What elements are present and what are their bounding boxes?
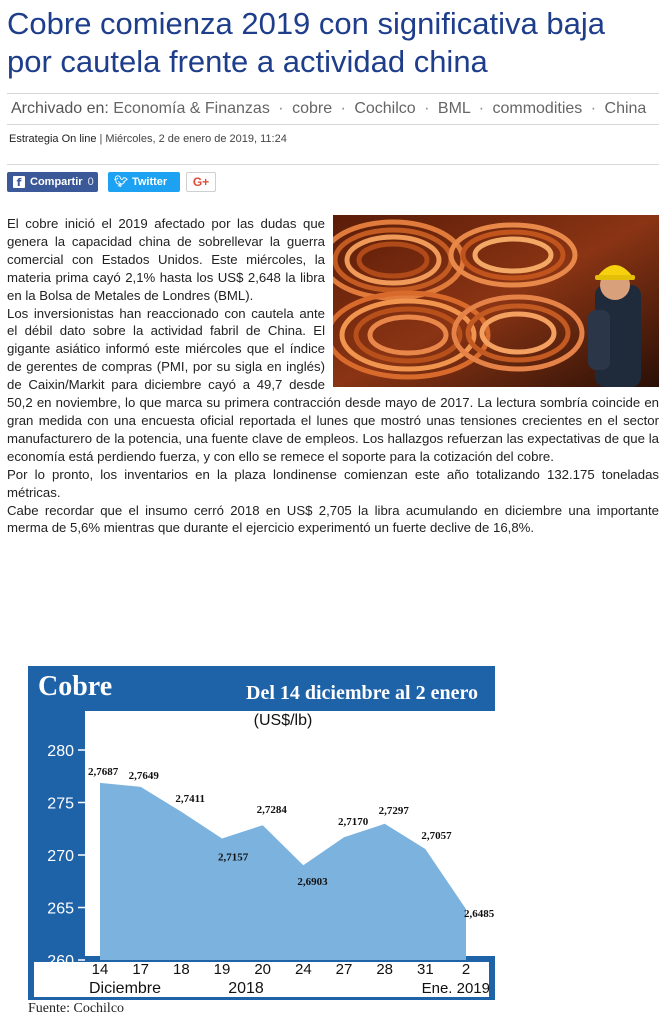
chart-data-label: 2,7687 (88, 765, 119, 778)
paragraph: Cabe recordar que el insumo cerró 2018 en US$ 2,705 la libra acumulando en diciembre una importante merma de 5,6% mientras que durante el ejercicio experimentó un fuerte declive de 16,8%. (7, 502, 659, 536)
chart-x-tick-label: 27 (335, 961, 353, 978)
chart-y-tick-label: 275 (47, 795, 74, 813)
chart-period-label: 2018 (228, 980, 264, 997)
chart-x-tick-label: 18 (172, 961, 190, 978)
chart-x-tick-label: 17 (132, 961, 150, 978)
facebook-share-label: Compartir (30, 176, 83, 188)
chart-x-tick-label: 19 (213, 961, 231, 978)
copper-price-chart (28, 666, 495, 1000)
chart-period-label: Diciembre (89, 980, 162, 997)
chart-x-tick-label: 20 (254, 961, 272, 978)
chart-data-label: 2,7170 (338, 816, 369, 829)
chart-data-label: 2,7649 (128, 769, 159, 782)
chart-data-label: 2,7297 (378, 804, 409, 817)
chart-y-tick-label: 265 (47, 900, 74, 918)
facebook-share-button[interactable] (7, 172, 98, 192)
byline-source: Estrategia On line (9, 133, 97, 145)
facebook-icon: f (13, 176, 25, 188)
paragraph: Por lo pronto, los inventarios en la plaza londinense comienzan este año totalizando 132.175 toneladas métricas. (7, 466, 659, 500)
twitter-share-label: Twitter (131, 176, 168, 188)
tag-link[interactable]: Cochilco (354, 100, 416, 117)
chart-data-label: 2,7057 (421, 830, 452, 843)
chart-y-tick-label: 270 (47, 848, 74, 865)
twitter-icon: 🐦︎ (114, 175, 128, 188)
chart-title: Cobre (38, 671, 113, 702)
tag-link[interactable]: cobre (292, 100, 333, 117)
tag-link[interactable]: commodities (492, 100, 583, 117)
byline: Estrategia On line | Miércoles, 2 de enero de 2019, 11:24 (9, 133, 287, 145)
paragraph: Los inversionistas han reaccionado con cautela ante el débil dato sobre la actividad fabril de China. El gigante asiático informó este miércoles que el índice de gerentes de compras (PMI, por su sigla en inglés) de Caixin/Markit para diciembre cayó a 49,7 desde 50,2 en noviembre, lo que marca su primera contracción desde mayo de 2017. La lectura sombría coincide en gran medida con una encuesta oficial reportada el lunes que mostró unas tensiones crecientes en el sector manufacturero de la potencia, una fuente clave de empleos. Los hallazgos refuerzan las expectativas de que la economía está perdiendo fuerza, y con ello se remece el soporte para la cotización del cobre. (7, 305, 659, 464)
paragraph: El cobre inició el 2019 afectado por las dudas que genera la capacidad china de sobrellevar la guerra comercial con Estados Unidos. Este miércoles, la materia prima cayó 2,1% hasta los US$ 2,648 la libra en la Bolsa de Metales de Londres (BML). (7, 216, 325, 303)
twitter-share-button[interactable] (108, 172, 180, 192)
chart-x-tick-label: 2 (461, 961, 471, 978)
gplus-share-button[interactable]: G+ (186, 172, 216, 192)
archived-label: Archivado en: (11, 100, 109, 117)
tag-link[interactable]: Economía & Finanzas (113, 100, 270, 117)
chart-y-tick-label: 280 (47, 743, 74, 760)
chart-subtitle: Del 14 diciembre al 2 enero (246, 682, 478, 704)
chart-y-tick-label: 260 (47, 953, 74, 970)
tag-link[interactable]: China (604, 100, 647, 117)
chart-data-label: 2,7157 (218, 851, 249, 864)
chart-data-label: 2,6485 (464, 908, 495, 921)
copper-coils-photo (333, 215, 659, 387)
chart-x-tick-label: 28 (376, 961, 394, 978)
chart-data-label: 2,6903 (297, 876, 328, 889)
chart-x-tick-label: 24 (294, 961, 312, 978)
tag-link[interactable]: BML (437, 100, 471, 117)
chart-data-label: 2,7411 (175, 792, 205, 805)
chart-y-unit: (US$/lb) (253, 712, 313, 729)
article-body (7, 215, 659, 537)
chart-source: Fuente: Cochilco (28, 1001, 125, 1016)
tag-bar: Archivado en: Economía & Finanzas · cobre · Cochilco · BML · commodities · China (7, 93, 659, 125)
chart-x-tick-label: 14 (91, 961, 109, 978)
byline-date: Miércoles, 2 de enero de 2019, 11:24 (105, 133, 287, 145)
article-title: Cobre comienza 2019 con significativa baja por cautela frente a actividad china (7, 6, 605, 79)
divider (7, 164, 659, 165)
chart-data-label: 2,7284 (256, 804, 287, 817)
chart-period-label: Ene. 2019 (421, 980, 490, 997)
chart-x-tick-label: 31 (416, 961, 434, 978)
facebook-share-count: 0 (87, 176, 94, 188)
